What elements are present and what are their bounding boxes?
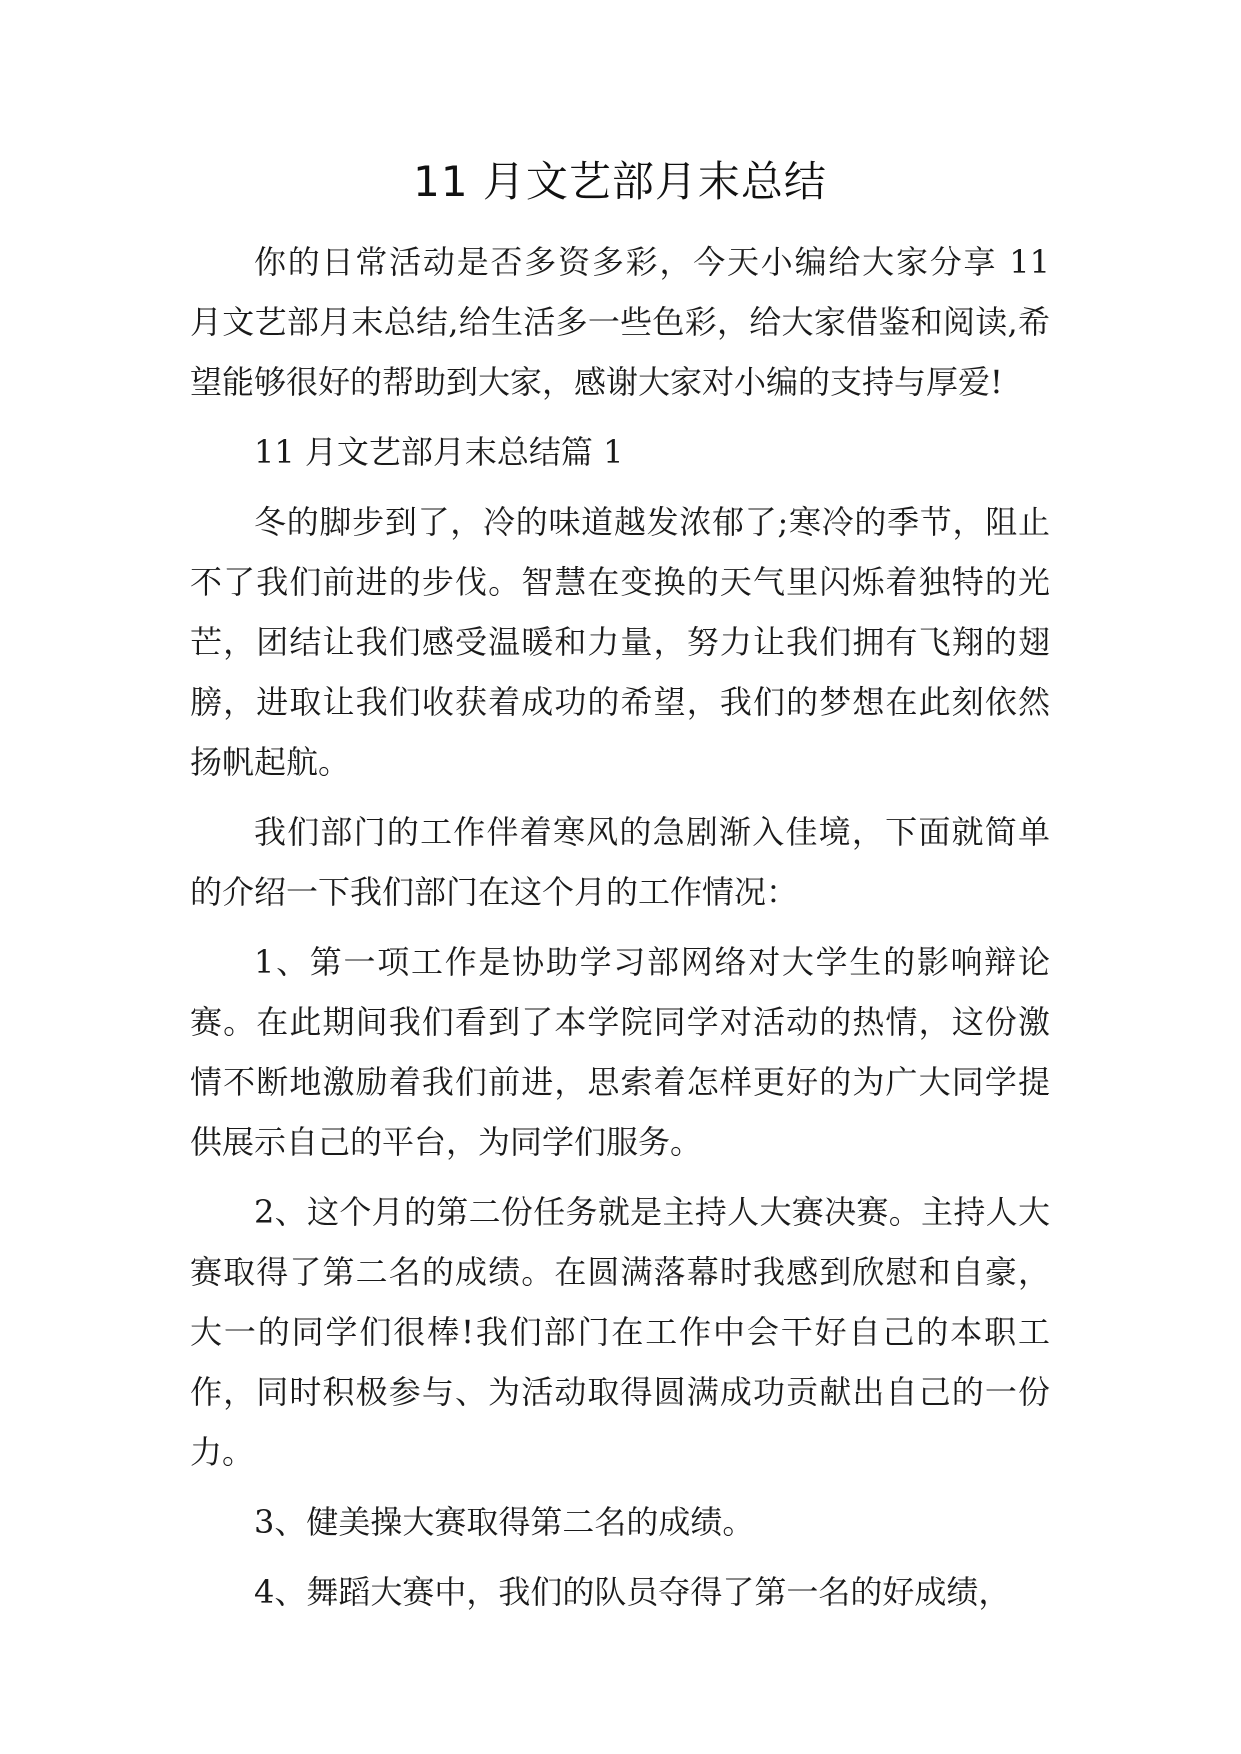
list-item: 3、健美操大赛取得第二名的成绩。	[254, 1503, 755, 1541]
document-body	[190, 150, 1050, 1632]
body-paragraph: 冬的脚步到了，冷的味道越发浓郁了;寒冷的季节，阻止不了我们前进的步伐。智慧在变换的天气里闪烁着独特的光芒，团结让我们感受温暖和力量，努力让我们拥有飞翔的翅膀，进取让我们收获着成功的希望，我们的梦想在此刻依然扬帆起航。	[190, 503, 1050, 781]
list-item: 2、这个月的第二份任务就是主持人大赛决赛。主持人大赛取得了第二名的成绩。在圆满落幕时我感到欣慰和自豪，大一的同学们很棒!我们部门在工作中会干好自己的本职工作，同时积极参与、为活动取得圆满成功贡献出自己的一份力。	[190, 1193, 1050, 1471]
body-paragraph: 我们部门的工作伴着寒风的急剧渐入佳境，下面就简单的介绍一下我们部门在这个月的工作情况：	[190, 813, 1050, 911]
list-item: 4、舞蹈大赛中，我们的队员夺得了第一名的好成绩，	[254, 1573, 1011, 1611]
section-heading: 11 月文艺部月末总结篇 1	[254, 433, 624, 471]
intro-paragraph: 你的日常活动是否多资多彩，今天小编给大家分享 11 月文艺部月末总结,给生活多一些色彩，给大家借鉴和阅读,希望能够很好的帮助到大家，感谢大家对小编的支持与厚爱!	[190, 243, 1050, 401]
document-title: 11 月文艺部月末总结	[413, 157, 827, 206]
list-item: 1、第一项工作是协助学习部网络对大学生的影响辩论赛。在此期间我们看到了本学院同学对活动的热情，这份激情不断地激励着我们前进，思索着怎样更好的为广大同学提供展示自己的平台，为同学们服务。	[190, 943, 1050, 1161]
